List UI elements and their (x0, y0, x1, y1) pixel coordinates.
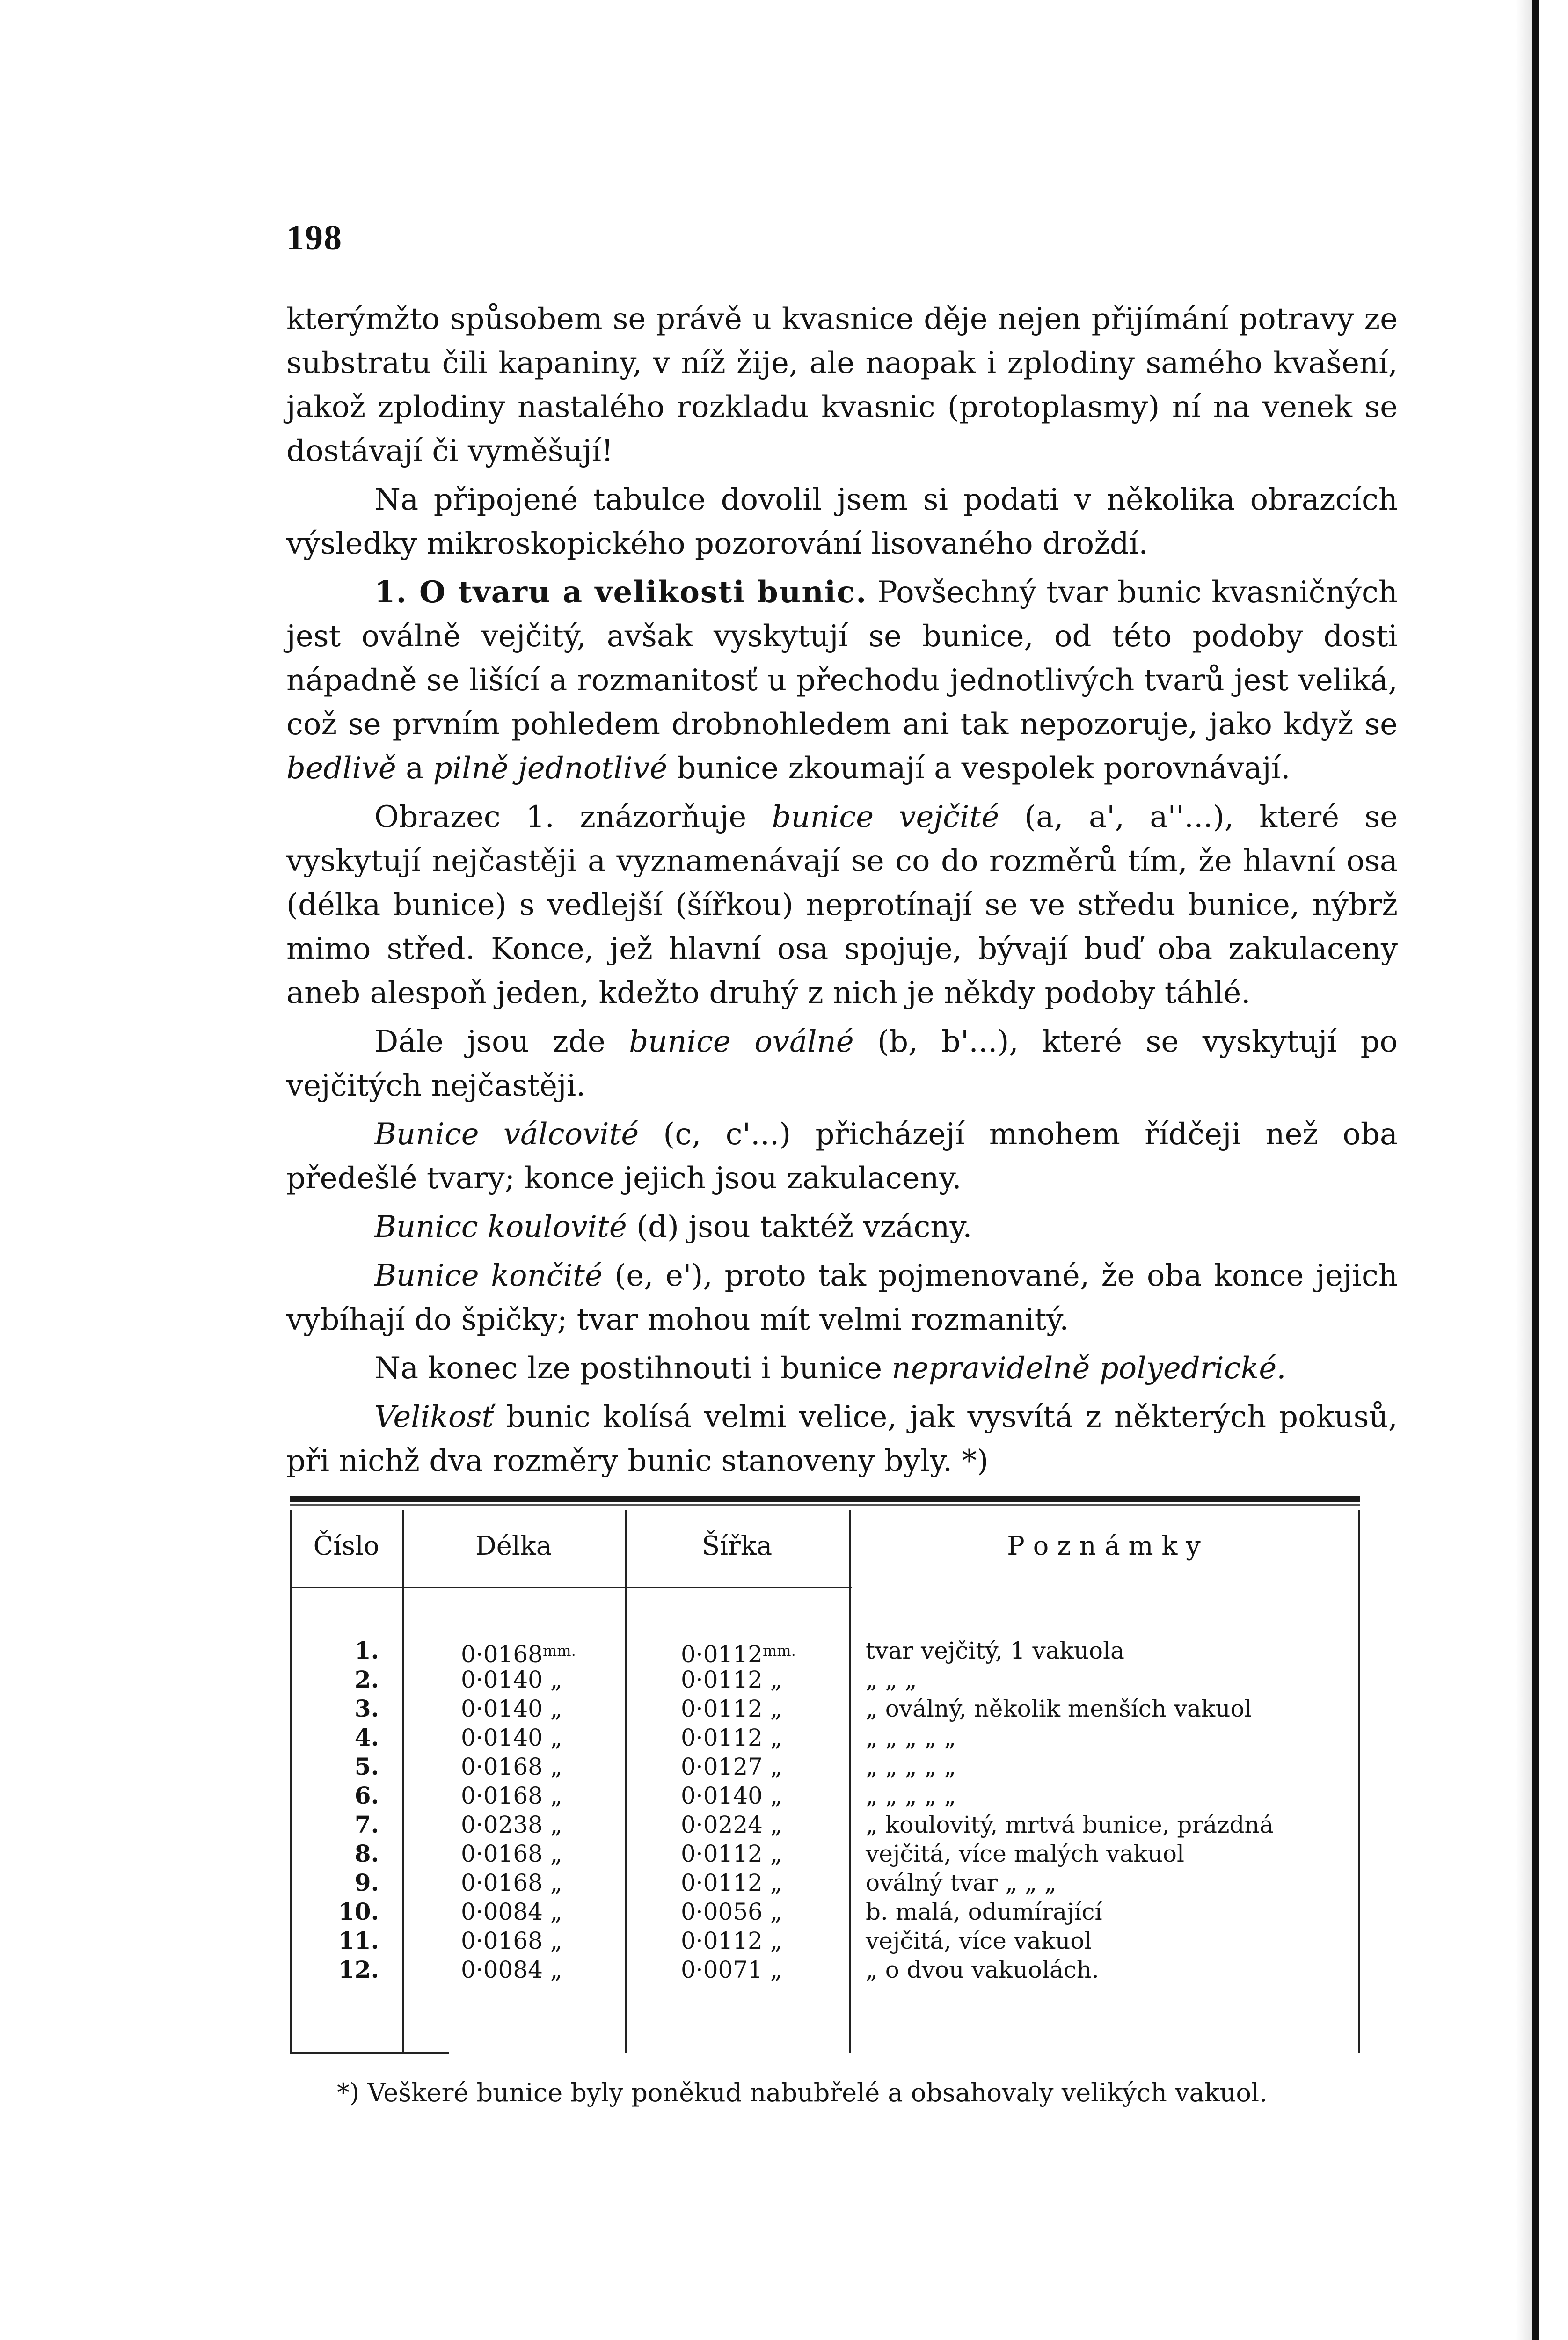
paragraph-5 (286, 1020, 1398, 1108)
page-edge-shadow (1516, 0, 1532, 2340)
table-row (290, 1665, 1360, 1694)
cell-length: 0·0168 „ (461, 1753, 562, 1780)
unit-label: mm. (542, 1642, 576, 1660)
section-heading: 1. O tvaru a velikosti bunic. (374, 575, 868, 610)
cell-note: oválný tvar „ „ „ (866, 1869, 1057, 1896)
paragraph-6-emphasis: Bunice válcovité (374, 1117, 639, 1152)
unit-label: mm. (762, 1642, 796, 1660)
cell-width: 0·0112 „ (681, 1869, 782, 1896)
paragraph-9-emphasis: nepravidelně polyedrické. (891, 1351, 1286, 1386)
measurement-table (290, 1496, 1360, 2057)
paragraph-9 (286, 1346, 1398, 1390)
table-row (290, 1839, 1360, 1868)
cell-num: 9. (354, 1869, 379, 1896)
table-top-rule-thin (290, 1504, 1360, 1506)
paragraph-1-text: kterýmžto spůsobem se právě u kvasnice děje nejen přijímání potravy ze substratu čili kapaniny, v níž žije, ale naopak i zplodiny samého kvašení, jakož zplodiny nastalého rozkladu kvasnic (protoplasmy) ní na venek se dostávají či vyměšují! (286, 302, 1398, 468)
table-row (290, 1781, 1360, 1810)
cell-length (461, 1636, 648, 1669)
header-delka: Délka (475, 1531, 552, 1561)
page-edge (1532, 0, 1539, 2340)
paragraph-3-text-b: a (396, 751, 433, 786)
cell-num: 8. (354, 1840, 379, 1867)
paragraph-3-emphasis-2: pilně jednotlivé (433, 751, 668, 786)
cell-length: 0·0238 „ (461, 1811, 562, 1838)
cell-length: 0·0168 „ (461, 1840, 562, 1867)
cell-length: 0·0140 „ (461, 1724, 562, 1751)
cell-note: „ „ „ „ „ (866, 1782, 956, 1809)
cell-width (681, 1636, 868, 1669)
paragraph-7 (286, 1205, 1398, 1249)
footnote-rule (290, 2052, 449, 2054)
cell-note: „ oválný, několik menších vakuol (866, 1695, 1252, 1722)
cell-length: 0·0084 „ (461, 1898, 562, 1925)
cell-width: 0·0112 „ (681, 1840, 782, 1867)
table-row (290, 1868, 1360, 1897)
cell-width: 0·0112 „ (681, 1695, 782, 1722)
cell-length: 0·0140 „ (461, 1666, 562, 1693)
cell-length: 0·0084 „ (461, 1956, 562, 1983)
table-row (290, 1810, 1360, 1839)
paragraph-3-text-c: bunice zkoumají a vespolek porovnávají. (667, 751, 1291, 786)
header-cislo: Číslo (313, 1531, 379, 1561)
cell-width: 0·0056 „ (681, 1898, 782, 1925)
table-row (290, 1752, 1360, 1781)
page-number: 198 (286, 218, 343, 257)
cell-length: 0·0168 „ (461, 1782, 562, 1809)
paragraph-3 (286, 570, 1398, 790)
cell-num: 3. (354, 1695, 379, 1722)
table-row (290, 1723, 1360, 1752)
paragraph-6-text: (c, c'...) přicházejí mnohem řídčeji než oba předešlé tvary; konce jejich jsou zakulaceny. (286, 1117, 1398, 1196)
paragraph-2-text: Na připojené tabulce dovolil jsem si podati v několika obrazcích výsledky mikroskopického pozorování lisovaného droždí. (286, 483, 1398, 561)
paragraph-6 (286, 1112, 1398, 1200)
cell-width: 0·0127 „ (681, 1753, 782, 1780)
paragraph-8 (286, 1254, 1398, 1342)
paragraph-8-emphasis: Bunice končité (374, 1258, 603, 1293)
paragraph-7-emphasis: Bunicc koulovité (374, 1210, 627, 1244)
paragraph-4-text-b: (a, a', a''...), které se vyskytují nejčastěji a vyznamenávají se co do rozměrů tím, že hlavní osa (délka bunice) s vedlejší (šířkou) neprotínají se ve středu bunice, nýbrž mimo střed. Konce, jež hlavní osa spojuje, bývají buď oba zakulaceny aneb alespoň jeden, kdežto druhý z nich je někdy podoby táhlé. (286, 800, 1398, 1010)
table-header-rule (290, 1587, 852, 1588)
paragraph-4-emphasis: bunice vejčité (772, 800, 999, 834)
table-row (290, 1636, 1360, 1668)
paragraph-5-text-a: Dále jsou zde (374, 1024, 629, 1059)
table-row (290, 1926, 1360, 1955)
cell-width: 0·0224 „ (681, 1811, 782, 1838)
paragraph-7-text: (d) jsou taktéž vzácny. (627, 1210, 972, 1244)
table-top-rule (290, 1496, 1360, 1502)
paragraph-5-emphasis: bunice oválné (629, 1024, 854, 1059)
body-text (286, 297, 1398, 1483)
cell-note: „ „ „ „ „ (866, 1724, 956, 1751)
paragraph-1 (286, 297, 1398, 473)
cell-note: vejčitá, více vakuol (866, 1927, 1092, 1954)
cell-width: 0·0112 „ (681, 1724, 782, 1751)
cell-length: 0·0168 „ (461, 1927, 562, 1954)
paragraph-4 (286, 795, 1398, 1015)
cell-width: 0·0071 „ (681, 1956, 782, 1983)
width-value: 0·0112 (681, 1641, 763, 1668)
table-row (290, 1897, 1360, 1926)
cell-num: 1. (354, 1637, 379, 1664)
length-value: 0·0168 (461, 1641, 543, 1668)
paragraph-2 (286, 478, 1398, 566)
cell-width: 0·0112 „ (681, 1927, 782, 1954)
paragraph-10 (286, 1395, 1398, 1483)
header-poznamky: P o z n á m k y (1007, 1531, 1201, 1561)
paragraph-5-text-b: (b, b'...), které se vyskytují po vejčitých nejčastěji. (286, 1024, 1398, 1103)
cell-num: 7. (354, 1811, 379, 1838)
paragraph-3-emphasis-1: bedlivě (286, 751, 396, 786)
cell-num: 2. (354, 1666, 379, 1693)
cell-note: „ „ „ (866, 1666, 917, 1693)
cell-num: 6. (354, 1782, 379, 1809)
cell-width: 0·0112 „ (681, 1666, 782, 1693)
header-sirka: Šířka (701, 1531, 773, 1561)
footnote: *) Veškeré bunice byly poněkud nabubřelé a obsahovaly velikých vakuol. (337, 2078, 1268, 2107)
cell-num: 4. (354, 1724, 379, 1751)
paragraph-4-text-a: Obrazec 1. znázorňuje (374, 800, 772, 834)
table-row (290, 1694, 1360, 1723)
cell-note: b. malá, odumírající (866, 1898, 1102, 1925)
paragraph-3-text-a: Povšechný tvar bunic kvasničných jest oválně vejčitý, avšak vyskytují se bunice, od této podoby dosti nápadně se lišící a rozmanitosť u přechodu jednotlivých tvarů jest veliká, což se prvním pohledem drobnohledem ani tak nepozoruje, jako když se (286, 575, 1398, 742)
cell-num: 10. (338, 1898, 379, 1925)
cell-note: „ koulovitý, mrtvá bunice, prázdná (866, 1811, 1274, 1838)
paragraph-10-emphasis: Velikosť (374, 1400, 494, 1434)
cell-width: 0·0140 „ (681, 1782, 782, 1809)
cell-note: tvar vejčitý, 1 vakuola (866, 1637, 1124, 1664)
cell-num: 5. (354, 1753, 379, 1780)
cell-note: „ o dvou vakuolách. (866, 1956, 1099, 1983)
cell-num: 12. (338, 1956, 379, 1983)
cell-num: 11. (338, 1927, 379, 1954)
paragraph-10-text: bunic kolísá velmi velice, jak vysvítá z některých pokusů, při nichž dva rozměry bunic stanoveny byly. *) (286, 1400, 1398, 1478)
cell-note: „ „ „ „ „ (866, 1753, 956, 1780)
paragraph-9-text: Na konec lze postihnouti i bunice (374, 1351, 892, 1386)
cell-note: vejčitá, více malých vakuol (866, 1840, 1184, 1867)
cell-length: 0·0168 „ (461, 1869, 562, 1896)
cell-length: 0·0140 „ (461, 1695, 562, 1722)
table-row (290, 1955, 1360, 1984)
paragraph-8-text: (e, e'), proto tak pojmenované, že oba konce jejich vybíhají do špičky; tvar mohou mít velmi rozmanitý. (286, 1258, 1398, 1337)
